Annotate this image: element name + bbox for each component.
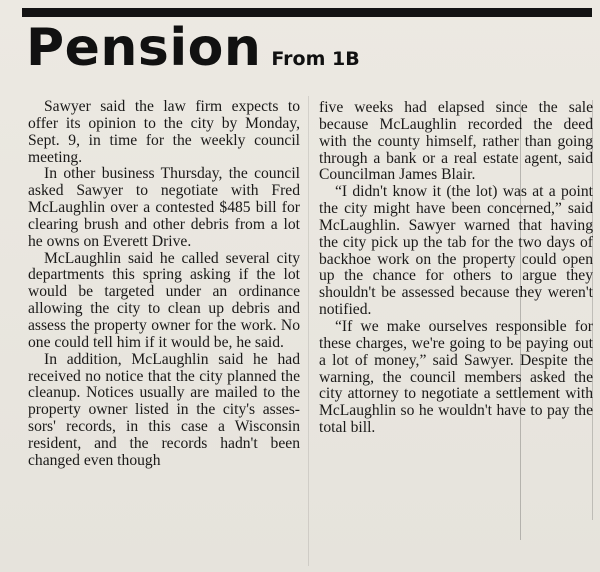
article-column-left <box>28 99 300 470</box>
headline-title: Pension <box>26 18 262 78</box>
article-paragraph: “If we make ourselves responsible for these charges, we're going to be paying out a lot of money,” said Sawyer. Despite the warning, the council members asked the city attorney to negotiate a settlement with McLaughlin so he wouldn't have to pay the total bill. <box>319 317 593 437</box>
article-paragraph: McLaughlin said he called several city departments this spring asking if the lot would be targeted under an ordinance allowing the city to clean up debris and assess the property owner for the work. No one could tell him if it would be, he said. <box>28 249 300 351</box>
article-paragraph: In addition, McLaughlin said he had received no notice that the city planned the cleanup. Notices usually are mailed to the property owner listed in the city's assessors' records, in this case a Wisconsin resident, and the records hadn't been changed even though <box>28 350 300 469</box>
article-paragraph: In other business Thursday, the council asked Sawyer to negotiate with Fred McLaughlin over a contested $485 bill for clearing brush and other debris from a lot he owns on Everett Drive. <box>28 165 300 250</box>
headline <box>26 18 360 78</box>
article-paragraph: five weeks had elapsed since the sale because McLaughlin recorded the deed with the county himself, rather than going through a bank or a real estate agent, said Councilman James Blair. <box>319 99 593 184</box>
column-gutter <box>308 96 309 566</box>
jump-line: From 1B <box>271 48 360 70</box>
paper-fold-mark <box>592 100 593 520</box>
article-paragraph: “I didn't know it (the lot) was at a point the city might have been concerned,” said McLaughlin. Sawyer warned that having the city pick up the tab for the two days of backhoe work on the property could open up the chance for others to argue they shouldn't be assessed because they weren't notified. <box>319 183 593 319</box>
article-paragraph: Sawyer said the law firm expects to offer its opinion to the city by Monday, Sept. 9, in time for the weekly council meeting. <box>28 98 300 166</box>
paper-fold-mark <box>520 100 521 540</box>
article-column-right <box>319 100 593 437</box>
header-rule <box>22 8 592 17</box>
